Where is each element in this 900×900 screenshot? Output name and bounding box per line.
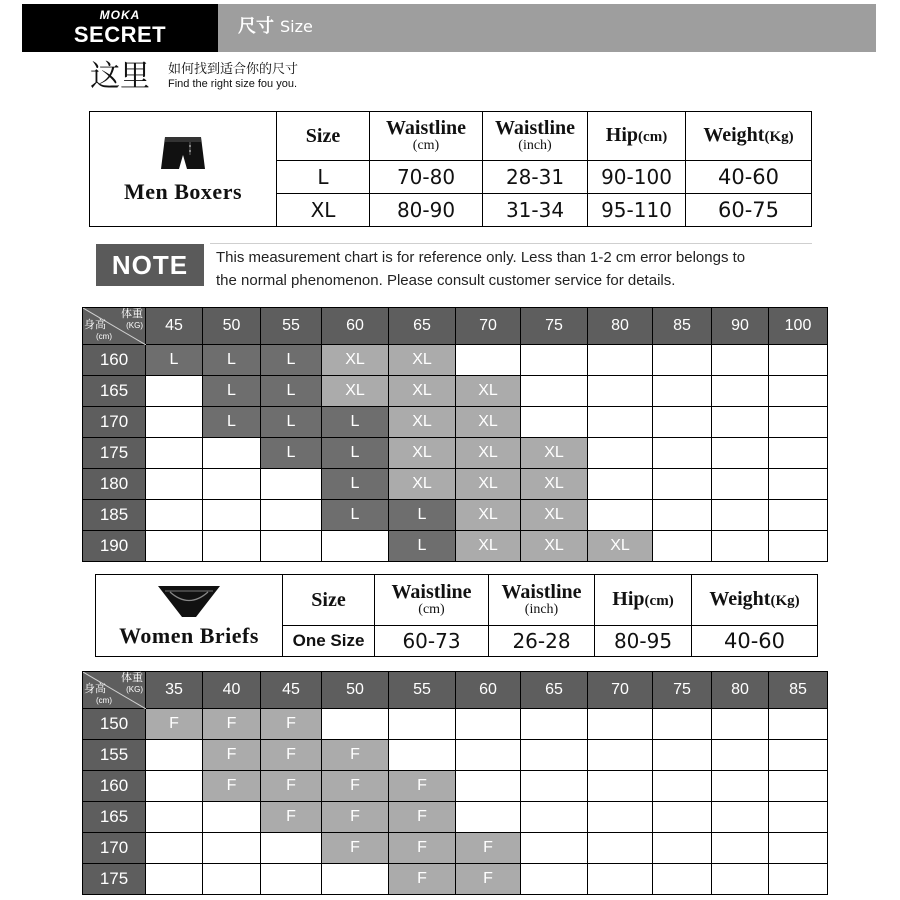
women-size-cell bbox=[769, 833, 828, 864]
women-size-cell bbox=[769, 740, 828, 771]
women-weight-header: 50 bbox=[322, 672, 389, 709]
men-weight-header: 60 bbox=[322, 308, 389, 345]
women-size-cell bbox=[521, 833, 588, 864]
men-header-hip-label: Hip bbox=[605, 124, 639, 146]
women-size-cell: F bbox=[146, 709, 203, 740]
men-size-cell: XL bbox=[456, 407, 521, 438]
women-height-header: 165 bbox=[83, 802, 146, 833]
women-size-cell bbox=[521, 802, 588, 833]
women-size-cell bbox=[712, 771, 769, 802]
women-weight-header: 80 bbox=[712, 672, 769, 709]
men-size-cell bbox=[653, 407, 712, 438]
women-grid-row bbox=[83, 709, 828, 740]
women-size-cell bbox=[588, 833, 653, 864]
men-size-cell bbox=[769, 438, 828, 469]
men-size-cell bbox=[203, 469, 261, 500]
men-size-cell bbox=[769, 500, 828, 531]
women-size-cell: F bbox=[322, 771, 389, 802]
men-weight-header: 65 bbox=[389, 308, 456, 345]
men-header-waist-inch-unit: (inch) bbox=[518, 138, 552, 153]
women-size-cell bbox=[322, 864, 389, 895]
men-size-cell bbox=[203, 531, 261, 562]
note-label: NOTE bbox=[96, 244, 204, 286]
men-size-cell bbox=[322, 531, 389, 562]
men-size-cell: XL bbox=[389, 376, 456, 407]
women-header-weight-unit: (Kg) bbox=[770, 593, 800, 609]
women-weight-value: 40-60 bbox=[692, 626, 818, 657]
men-size-cell: L bbox=[322, 469, 389, 500]
header-title-en: Size bbox=[280, 17, 313, 36]
women-header-waist-cm bbox=[375, 575, 489, 626]
women-size-cell bbox=[653, 740, 712, 771]
men-size-cell bbox=[203, 438, 261, 469]
men-size-cell: XL bbox=[588, 531, 653, 562]
men-weight-header: 50 bbox=[203, 308, 261, 345]
women-size-cell: F bbox=[456, 833, 521, 864]
men-size-cell bbox=[712, 500, 769, 531]
corner-weight-label bbox=[121, 309, 143, 331]
corner-height-cn: 身高 bbox=[84, 683, 106, 695]
women-header-size: Size bbox=[283, 575, 375, 626]
men-size-cell: L bbox=[203, 407, 261, 438]
women-weight-header: 35 bbox=[146, 672, 203, 709]
men-grid-row bbox=[83, 500, 828, 531]
women-size-cell bbox=[712, 709, 769, 740]
women-size-cell bbox=[521, 740, 588, 771]
men-weight-header: 90 bbox=[712, 308, 769, 345]
women-hip-value: 80-95 bbox=[595, 626, 692, 657]
corner-height-unit: (cm) bbox=[96, 696, 112, 705]
men-size-cell bbox=[712, 407, 769, 438]
women-grid-header-row bbox=[83, 672, 828, 709]
note-divider bbox=[210, 243, 812, 244]
men-size-cell bbox=[588, 469, 653, 500]
women-size-cell bbox=[588, 740, 653, 771]
briefs-icon bbox=[156, 583, 222, 619]
women-weight-header: 45 bbox=[261, 672, 322, 709]
men-size-cell: L bbox=[322, 500, 389, 531]
women-grid-row bbox=[83, 771, 828, 802]
men-size-cell bbox=[769, 407, 828, 438]
women-size-cell bbox=[712, 740, 769, 771]
corner-height-cn: 身高 bbox=[84, 319, 106, 331]
men-header-weight-label: Weight bbox=[703, 124, 765, 146]
women-size-cell bbox=[146, 864, 203, 895]
women-weight-header: 60 bbox=[456, 672, 521, 709]
men-header-hip bbox=[588, 112, 686, 161]
women-size-cell bbox=[456, 771, 521, 802]
intro-subtitle-cn: 如何找到适合你的尺寸 bbox=[168, 62, 299, 77]
men-size-cell bbox=[456, 345, 521, 376]
men-header-waist-cm bbox=[370, 112, 483, 161]
men-size-value: L bbox=[277, 161, 370, 194]
men-size-cell bbox=[653, 345, 712, 376]
women-grid-row bbox=[83, 833, 828, 864]
men-size-cell bbox=[712, 438, 769, 469]
men-size-cell: L bbox=[261, 376, 322, 407]
men-size-cell: L bbox=[322, 407, 389, 438]
women-size-cell bbox=[769, 864, 828, 895]
women-weight-header: 70 bbox=[588, 672, 653, 709]
women-size-cell: F bbox=[456, 864, 521, 895]
men-size-cell: XL bbox=[389, 438, 456, 469]
women-size-cell bbox=[146, 833, 203, 864]
women-size-cell: F bbox=[261, 771, 322, 802]
men-size-value: XL bbox=[277, 194, 370, 227]
corner-height-label bbox=[84, 320, 112, 342]
men-size-cell: L bbox=[261, 438, 322, 469]
men-size-cell: XL bbox=[389, 469, 456, 500]
women-size-cell bbox=[712, 833, 769, 864]
men-size-cell: L bbox=[261, 407, 322, 438]
men-size-cell bbox=[146, 376, 203, 407]
men-grid-row bbox=[83, 407, 828, 438]
men-size-cell bbox=[146, 531, 203, 562]
women-header-hip bbox=[595, 575, 692, 626]
men-grid-row bbox=[83, 469, 828, 500]
women-size-cell bbox=[261, 833, 322, 864]
men-size-cell bbox=[769, 345, 828, 376]
men-header-size: Size bbox=[277, 112, 370, 161]
corner-weight-unit: (KG) bbox=[126, 685, 143, 694]
women-height-header: 155 bbox=[83, 740, 146, 771]
men-header-waist-cm-unit: (cm) bbox=[412, 138, 440, 153]
note-line-2: the normal phenomenon. Please consult customer service for details. bbox=[216, 272, 676, 289]
women-size-cell bbox=[203, 864, 261, 895]
men-size-cell: L bbox=[203, 345, 261, 376]
men-size-cell: L bbox=[203, 376, 261, 407]
men-spec-table bbox=[89, 111, 812, 227]
men-size-cell: XL bbox=[389, 345, 456, 376]
men-size-cell bbox=[653, 531, 712, 562]
men-size-cell: XL bbox=[521, 438, 588, 469]
men-size-cell bbox=[521, 407, 588, 438]
women-size-cell bbox=[588, 802, 653, 833]
women-waist-inch-value: 26-28 bbox=[489, 626, 595, 657]
men-weight-header: 80 bbox=[588, 308, 653, 345]
women-weight-header: 40 bbox=[203, 672, 261, 709]
grid-corner-cell bbox=[83, 672, 146, 709]
men-product-cell bbox=[90, 112, 277, 227]
men-header-weight bbox=[686, 112, 812, 161]
women-size-cell bbox=[769, 802, 828, 833]
women-size-cell bbox=[712, 864, 769, 895]
women-size-cell bbox=[769, 709, 828, 740]
corner-weight-label bbox=[121, 673, 143, 695]
men-size-cell bbox=[769, 376, 828, 407]
men-size-cell: XL bbox=[456, 438, 521, 469]
men-size-cell: L bbox=[389, 500, 456, 531]
men-size-cell bbox=[653, 469, 712, 500]
men-size-cell: XL bbox=[456, 469, 521, 500]
men-size-cell: L bbox=[261, 345, 322, 376]
women-size-cell: F bbox=[203, 709, 261, 740]
men-size-cell: XL bbox=[521, 531, 588, 562]
grid-corner-cell bbox=[83, 308, 146, 345]
men-grid-header-row bbox=[83, 308, 828, 345]
men-size-cell: XL bbox=[456, 376, 521, 407]
men-waist-inch-value: 31-34 bbox=[483, 194, 588, 227]
women-size-cell: F bbox=[261, 802, 322, 833]
women-header-hip-unit: (cm) bbox=[644, 593, 674, 609]
men-hip-value: 95-110 bbox=[588, 194, 686, 227]
men-grid-row bbox=[83, 345, 828, 376]
women-size-cell bbox=[712, 802, 769, 833]
men-size-cell bbox=[653, 438, 712, 469]
women-header-waist-cm-label: Waistline bbox=[391, 581, 472, 603]
men-size-cell bbox=[146, 407, 203, 438]
women-size-cell bbox=[203, 833, 261, 864]
women-product-cell bbox=[96, 575, 283, 657]
header-title bbox=[238, 15, 313, 39]
women-waist-cm-value: 60-73 bbox=[375, 626, 489, 657]
men-product-name: Men Boxers bbox=[123, 179, 243, 204]
intro-heading: 这里 bbox=[90, 59, 150, 94]
men-size-cell bbox=[521, 376, 588, 407]
men-weight-value: 60-75 bbox=[686, 194, 812, 227]
women-height-header: 160 bbox=[83, 771, 146, 802]
women-header-waist-inch-unit: (inch) bbox=[524, 602, 559, 617]
women-size-cell bbox=[653, 833, 712, 864]
men-height-header: 190 bbox=[83, 531, 146, 562]
men-size-cell bbox=[712, 376, 769, 407]
men-size-cell bbox=[769, 531, 828, 562]
men-weight-header: 70 bbox=[456, 308, 521, 345]
brand-logo bbox=[22, 4, 218, 52]
women-height-header: 150 bbox=[83, 709, 146, 740]
women-size-cell bbox=[653, 771, 712, 802]
men-size-grid bbox=[82, 307, 828, 562]
women-size-cell: F bbox=[261, 740, 322, 771]
men-size-cell bbox=[521, 345, 588, 376]
women-size-cell bbox=[146, 740, 203, 771]
men-weight-header: 45 bbox=[146, 308, 203, 345]
women-height-header: 175 bbox=[83, 864, 146, 895]
women-size-cell: F bbox=[389, 802, 456, 833]
women-size-cell bbox=[521, 771, 588, 802]
men-weight-value: 40-60 bbox=[686, 161, 812, 194]
women-size-cell bbox=[146, 802, 203, 833]
men-header-waist-inch-label: Waistline bbox=[494, 117, 575, 139]
men-size-cell bbox=[261, 500, 322, 531]
men-size-cell bbox=[146, 500, 203, 531]
women-size-cell bbox=[456, 802, 521, 833]
boxer-shorts-icon bbox=[159, 133, 207, 173]
men-size-cell: XL bbox=[322, 345, 389, 376]
men-size-cell: XL bbox=[456, 531, 521, 562]
women-header-waist-inch bbox=[489, 575, 595, 626]
women-size-grid bbox=[82, 671, 828, 895]
women-size-cell: F bbox=[261, 709, 322, 740]
men-weight-header: 75 bbox=[521, 308, 588, 345]
men-size-cell bbox=[653, 500, 712, 531]
women-size-cell bbox=[521, 709, 588, 740]
women-spec-table bbox=[95, 574, 818, 657]
men-size-cell bbox=[588, 438, 653, 469]
men-height-header: 165 bbox=[83, 376, 146, 407]
men-hip-value: 90-100 bbox=[588, 161, 686, 194]
men-height-header: 160 bbox=[83, 345, 146, 376]
men-size-cell bbox=[653, 376, 712, 407]
men-waist-cm-value: 80-90 bbox=[370, 194, 483, 227]
men-header-waist-cm-label: Waistline bbox=[385, 117, 466, 139]
women-grid-row bbox=[83, 740, 828, 771]
women-size-cell: F bbox=[203, 771, 261, 802]
women-size-cell bbox=[653, 864, 712, 895]
men-height-header: 170 bbox=[83, 407, 146, 438]
women-header-hip-label: Hip bbox=[612, 588, 645, 610]
men-size-cell: XL bbox=[521, 500, 588, 531]
women-header-waist-cm-unit: (cm) bbox=[418, 602, 445, 617]
women-size-cell: F bbox=[389, 864, 456, 895]
men-size-cell: XL bbox=[456, 500, 521, 531]
corner-height-unit: (cm) bbox=[96, 332, 112, 341]
women-size-cell bbox=[521, 864, 588, 895]
women-weight-header: 85 bbox=[769, 672, 828, 709]
intro-subtitle-en: Find the right size fou you. bbox=[168, 78, 298, 90]
men-grid-row bbox=[83, 438, 828, 469]
men-size-cell: XL bbox=[389, 407, 456, 438]
men-size-cell: L bbox=[389, 531, 456, 562]
men-header-weight-unit: (Kg) bbox=[764, 129, 794, 145]
men-size-cell bbox=[712, 345, 769, 376]
brand-top-text: MOKA bbox=[99, 8, 141, 22]
men-size-cell bbox=[588, 407, 653, 438]
women-size-cell bbox=[653, 802, 712, 833]
women-header-weight-label: Weight bbox=[709, 588, 771, 610]
men-waist-cm-value: 70-80 bbox=[370, 161, 483, 194]
men-size-cell bbox=[146, 469, 203, 500]
women-size-cell bbox=[588, 709, 653, 740]
women-weight-header: 65 bbox=[521, 672, 588, 709]
women-size-cell bbox=[769, 771, 828, 802]
women-height-header: 170 bbox=[83, 833, 146, 864]
men-header-waist-inch bbox=[483, 112, 588, 161]
men-size-cell bbox=[712, 531, 769, 562]
men-size-cell: L bbox=[322, 438, 389, 469]
women-size-cell bbox=[456, 709, 521, 740]
men-size-cell bbox=[588, 345, 653, 376]
men-size-cell: XL bbox=[322, 376, 389, 407]
women-size-cell bbox=[456, 740, 521, 771]
men-size-cell bbox=[712, 469, 769, 500]
women-header-waist-inch-label: Waistline bbox=[501, 581, 582, 603]
men-header-hip-unit: (cm) bbox=[638, 129, 668, 145]
women-size-value: One Size bbox=[283, 626, 375, 657]
men-height-header: 175 bbox=[83, 438, 146, 469]
note-line-1: This measurement chart is for reference only. Less than 1-2 cm error belongs to bbox=[216, 249, 746, 266]
women-size-cell: F bbox=[322, 802, 389, 833]
men-size-cell bbox=[261, 469, 322, 500]
men-height-header: 180 bbox=[83, 469, 146, 500]
women-grid-row bbox=[83, 864, 828, 895]
corner-weight-cn: 体重 bbox=[121, 672, 143, 684]
men-weight-header: 55 bbox=[261, 308, 322, 345]
men-height-header: 185 bbox=[83, 500, 146, 531]
women-size-cell bbox=[389, 740, 456, 771]
men-size-cell bbox=[588, 376, 653, 407]
women-size-cell: F bbox=[389, 771, 456, 802]
women-header-weight bbox=[692, 575, 818, 626]
women-weight-header: 75 bbox=[653, 672, 712, 709]
men-waist-inch-value: 28-31 bbox=[483, 161, 588, 194]
women-product-name: Women Briefs bbox=[119, 622, 259, 648]
brand-main-text: SECRET bbox=[73, 22, 167, 47]
women-size-cell bbox=[653, 709, 712, 740]
men-size-cell bbox=[203, 500, 261, 531]
women-size-cell bbox=[146, 771, 203, 802]
women-size-cell: F bbox=[322, 740, 389, 771]
women-size-cell: F bbox=[203, 740, 261, 771]
women-size-cell bbox=[389, 709, 456, 740]
women-size-cell: F bbox=[389, 833, 456, 864]
men-size-cell bbox=[588, 500, 653, 531]
men-weight-header: 100 bbox=[769, 308, 828, 345]
women-weight-header: 55 bbox=[389, 672, 456, 709]
women-size-cell bbox=[203, 802, 261, 833]
women-grid-row bbox=[83, 802, 828, 833]
men-size-cell bbox=[261, 531, 322, 562]
women-size-cell bbox=[588, 771, 653, 802]
corner-weight-cn: 体重 bbox=[121, 308, 143, 320]
men-size-cell: XL bbox=[521, 469, 588, 500]
women-size-cell bbox=[261, 864, 322, 895]
men-weight-header: 85 bbox=[653, 308, 712, 345]
women-size-cell: F bbox=[322, 833, 389, 864]
corner-weight-unit: (KG) bbox=[126, 321, 143, 330]
men-size-cell bbox=[146, 438, 203, 469]
women-size-cell bbox=[588, 864, 653, 895]
men-size-cell: L bbox=[146, 345, 203, 376]
corner-height-label bbox=[84, 684, 112, 706]
header-title-cn: 尺寸 bbox=[238, 16, 274, 37]
men-grid-row bbox=[83, 531, 828, 562]
men-grid-row bbox=[83, 376, 828, 407]
men-size-cell bbox=[769, 469, 828, 500]
women-size-cell bbox=[322, 709, 389, 740]
note-text bbox=[216, 246, 816, 292]
